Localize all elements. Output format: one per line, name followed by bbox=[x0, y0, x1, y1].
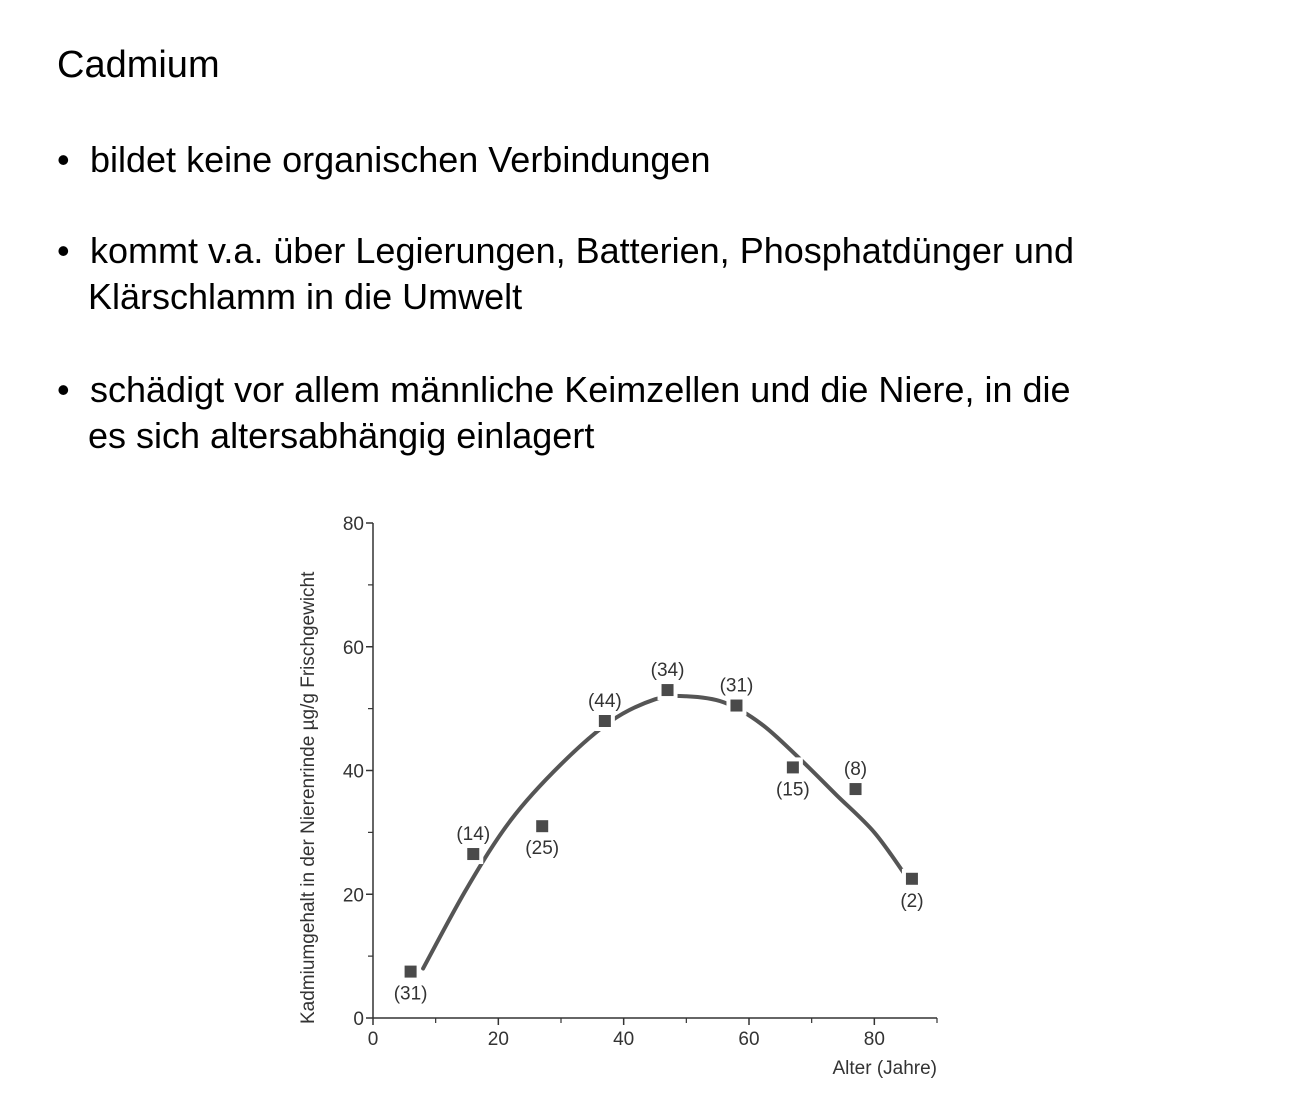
bullet-text-line: schädigt vor allem männliche Keimzellen und die Niere, in die bbox=[90, 369, 1071, 410]
y-tick-label: 20 bbox=[342, 885, 364, 907]
data-point-label: (44) bbox=[587, 691, 622, 712]
data-point-label: (31) bbox=[393, 983, 428, 1005]
data-point-label: (8) bbox=[843, 759, 868, 781]
bullet-symbol: • bbox=[57, 369, 70, 410]
data-point bbox=[730, 700, 742, 712]
data-point-label: (34) bbox=[650, 660, 685, 682]
data-point bbox=[906, 873, 918, 885]
x-tick-label: 80 bbox=[863, 1029, 885, 1050]
data-point bbox=[536, 820, 548, 832]
data-point bbox=[467, 848, 479, 860]
y-axis bbox=[343, 514, 373, 1030]
bullet-text-line: Klärschlamm in die Umwelt bbox=[88, 276, 523, 317]
data-points-group bbox=[394, 660, 924, 1005]
slide-title: Cadmium bbox=[57, 44, 220, 86]
data-point bbox=[662, 684, 674, 696]
data-point-label: (2) bbox=[900, 890, 924, 912]
y-tick-label: 80 bbox=[342, 514, 364, 535]
x-axis-label: Alter (Jahre) bbox=[832, 1058, 937, 1079]
bullet-text-line: es sich altersabhängig einlagert bbox=[88, 415, 595, 456]
data-point-label: (14) bbox=[456, 824, 491, 846]
y-axis-label: Kadmiumgehalt in der Nierenrinde µg/g Frischgewicht bbox=[298, 571, 319, 1024]
trend-curve-group bbox=[423, 696, 906, 969]
y-tick-label: 40 bbox=[342, 761, 364, 783]
data-point-label: (15) bbox=[775, 779, 810, 801]
data-point bbox=[787, 761, 799, 773]
y-tick-label: 60 bbox=[342, 637, 364, 659]
bullet-text-line: kommt v.a. über Legierungen, Batterien, Phosphatdünger und bbox=[90, 230, 1074, 271]
bullet-text-line: bildet keine organischen Verbindungen bbox=[90, 139, 711, 180]
data-point bbox=[405, 966, 417, 978]
x-tick-label: 0 bbox=[367, 1029, 379, 1050]
x-tick-label: 40 bbox=[613, 1029, 635, 1050]
y-tick-label: 0 bbox=[353, 1009, 364, 1030]
trend-curve bbox=[423, 696, 906, 969]
bullet-symbol: • bbox=[57, 230, 70, 271]
data-point bbox=[599, 715, 611, 727]
x-tick-label: 60 bbox=[738, 1029, 760, 1050]
data-point bbox=[850, 783, 862, 795]
x-axis bbox=[368, 1018, 937, 1050]
data-point-label: (25) bbox=[525, 838, 560, 860]
data-point-label: (31) bbox=[719, 675, 754, 697]
x-tick-label: 20 bbox=[487, 1029, 509, 1050]
bullet-symbol: • bbox=[57, 139, 70, 180]
